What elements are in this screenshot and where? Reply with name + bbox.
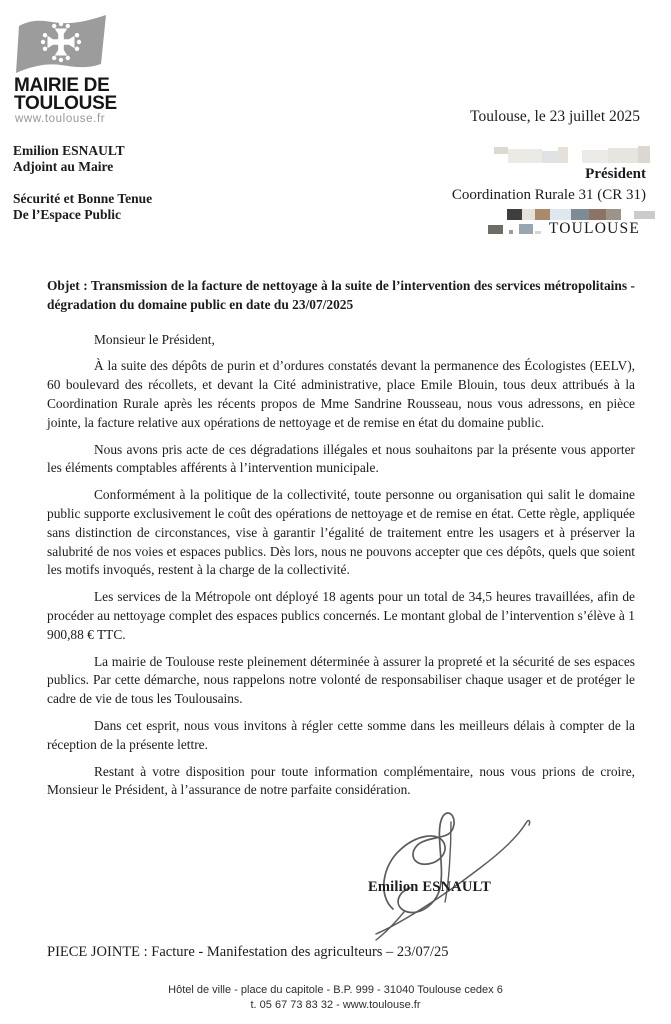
sender-block xyxy=(13,143,152,222)
body-paragraph-3: Conformément à la politique de la collectivité, toute personne ou organisation qui salit le domaine public supporte exclusivement le coût des opérations de nettoyage et de remise en état. Cette règle, appliquée sans distinction de circonstances, vise à garantir l’égalité de traitement entre les usagers et à préserver la salubrité de nos voies et espaces publics. Dès lors, nous ne pouvons accepter que ces dépôts, quels que soient les motifs invoqués, restent à la charge de la collectivité. xyxy=(47,487,635,578)
sender-delegation-line1: Sécurité et Bonne Tenue xyxy=(13,191,153,206)
body-paragraph-4: Les services de la Métropole ont déployé 18 agents pour un total de 34,5 heures travaillées, afin de procéder au nettoyage complet des espaces publics concernés. Le montant global de l’intervention s’élève à 1 900,88 € TTC. xyxy=(47,589,635,642)
recipient-postcode-redacted xyxy=(488,224,541,234)
attachment-line: PIECE JOINTE : Facture - Manifestation des agriculteurs – 23/07/25 xyxy=(47,944,449,960)
body-paragraph-1: À la suite des dépôts de purin et d’ordures constatés devant la permanence des Écologistes (EELV), 60 boulevard des récollets, et devant la Cité administrative, place Emile Blouin, tous deux attribués à la Coordination Rurale après les récents propos de Mme Sandrine Rousseau, nous vous adressons, en pièce jointe, la facture relative aux opérations de nettoyage et de remise en état du domaine public. xyxy=(47,358,635,430)
org-name xyxy=(14,77,117,113)
recipient-address-redacted xyxy=(507,209,655,220)
handwritten-signature-icon xyxy=(348,804,558,949)
recipient-title: Président xyxy=(585,166,646,182)
dateline: Toulouse, le 23 juillet 2025 xyxy=(470,108,640,125)
sender-delegation-line2: De l’Espace Public xyxy=(13,206,121,222)
recipient-name-redacted xyxy=(494,146,650,163)
sender-role: Adjoint au Maire xyxy=(13,158,114,174)
footer-address: Hôtel de ville - place du capitole - B.P. 999 - 31040 Toulouse cedex 6 xyxy=(168,984,503,996)
salutation: Monsieur le Président, xyxy=(94,331,215,347)
page-footer xyxy=(0,983,671,1013)
org-name-line1: MAIRIE DE xyxy=(14,75,110,96)
footer-contact: t. 05 67 73 83 32 - www.toulouse.fr xyxy=(250,999,421,1011)
signature-name: Emilion ESNAULT xyxy=(368,879,491,895)
recipient-city-line xyxy=(488,220,640,238)
body-paragraph-2: Nous avons pris acte de ces dégradations illégales et nous souhaitons par la présente vous apporter les éléments comptables afférents à l’intervention municipale. xyxy=(47,441,635,476)
body-paragraph-7: Restant à votre disposition pour toute information complémentaire, nous vous prions de croire, Monsieur le Président, à l’assurance de notre parfaite considération. xyxy=(47,763,635,798)
org-website: www.toulouse.fr xyxy=(15,113,106,125)
sender-name: Emilion ESNAULT xyxy=(13,143,125,158)
recipient-city: TOULOUSE xyxy=(548,220,640,237)
letter-body xyxy=(47,277,635,808)
body-paragraph-5: La mairie de Toulouse reste pleinement déterminée à assurer la propreté et la sécurité de ses espaces publics. Par cette démarche, nous rappelons notre volonté de responsabiliser chaque usager et de protéger le cadre de vie de tous les Toulousains. xyxy=(47,653,635,707)
body-paragraph-6: Dans cet esprit, nous vous invitons à régler cette somme dans les meilleurs délais à compter de la réception de la présente lettre. xyxy=(47,717,635,752)
org-name-line2: TOULOUSE xyxy=(14,93,117,114)
subject-line: Objet : Transmission de la facture de nettoyage à la suite de l’intervention des services métropolitains - dégradation du domaine public en date du 23/07/2025 xyxy=(47,278,635,312)
recipient-organization: Coordination Rurale 31 (CR 31) xyxy=(451,187,646,203)
